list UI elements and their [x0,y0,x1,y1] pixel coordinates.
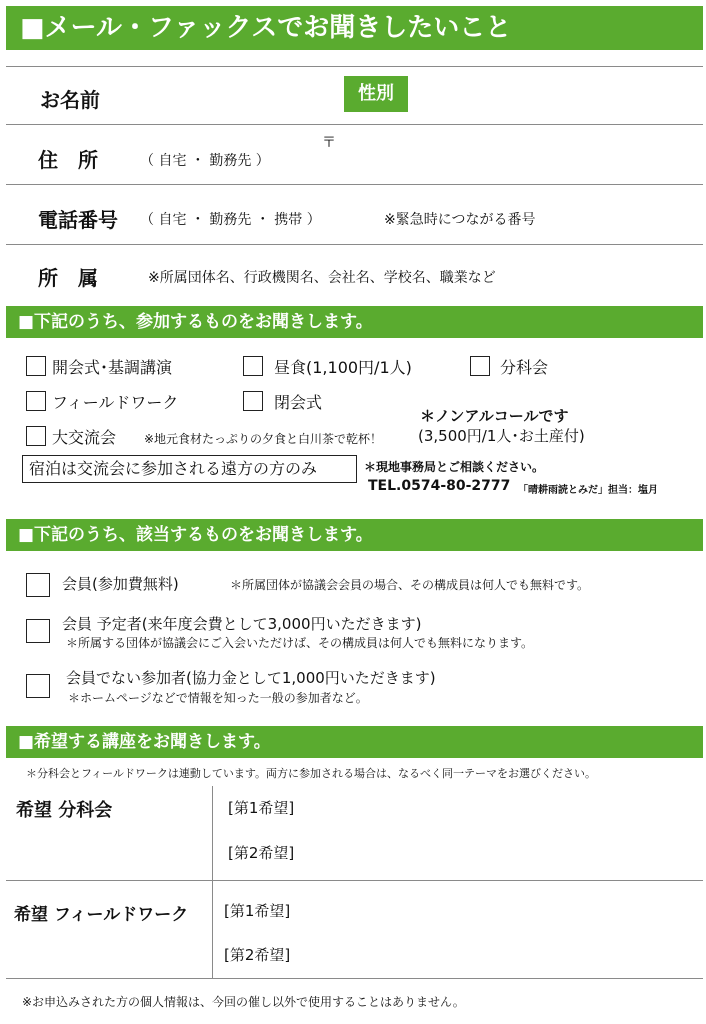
checkbox-member[interactable] [26,573,50,597]
fieldwork-second-choice[interactable]: [第2希望] [224,946,291,964]
divider-vertical [212,786,213,978]
postal-mark: 〒 [322,135,336,151]
affiliation-label: 所 属 [38,266,98,290]
privacy-note: ※お申込みされた方の個人情報は、今回の催し以外で使用することはありません。 [22,995,465,1009]
tel-number: TEL.0574-80-2777 [368,478,511,494]
form-title: ■メール・ファックスでお聞きしたいこと [6,6,703,50]
checkbox-lunch[interactable] [243,356,263,376]
address-hint: （ 自宅 ・ 勤務先 ） [140,153,270,169]
fieldwork-label: フィールドワーク [52,393,179,412]
checkbox-reception[interactable] [26,426,46,446]
divider [6,978,703,979]
checkbox-prospective[interactable] [26,619,50,643]
affiliation-hint: ※所属団体名、行政機関名、会社名、学校名、職業など [148,270,496,286]
member-note: ＊所属団体が協議会会員の場合、その構成員は何人でも無料です。 [230,578,590,592]
breakout-first-choice[interactable]: [第1希望] [228,799,295,817]
phone-label: 電話番号 [38,208,118,232]
course-note: ＊分科会とフィールドワークは連動しています。両方に参加される場合は、なるべく同一テーマをお選びください。 [26,767,597,780]
reception-label: 大交流会 [52,428,117,447]
fieldwork-choice-label: 希望 フィールドワーク [14,905,189,925]
checkbox-closing[interactable] [243,391,263,411]
divider [6,124,703,125]
prospective-label: 会員 予定者(来年度会費として3,000円いただきます) [62,615,422,633]
breakout-label: 分科会 [500,358,549,377]
checkbox-fieldwork[interactable] [26,391,46,411]
section-participation-title: ■下記のうち、参加するものをお聞きします。 [6,306,703,338]
closing-label: 閉会式 [274,393,323,412]
lodging-box: 宿泊は交流会に参加される遠方の方のみ [22,455,357,483]
gender-label: 性別 [344,76,408,112]
divider [6,244,703,245]
member-label: 会員(参加費無料) [62,575,179,593]
checkbox-nonmember[interactable] [26,674,50,698]
fieldwork-first-choice[interactable]: [第1希望] [224,902,291,920]
breakout-second-choice[interactable]: [第2希望] [228,844,295,862]
nonmember-label: 会員でない参加者(協力金として1,000円いただきます) [66,669,436,687]
tel-contact: 「晴耕雨読とみだ」担当：塩月 [518,485,658,496]
phone-hint: （ 自宅 ・ 勤務先 ・ 携帯 ） [140,212,321,228]
prospective-note: ＊所属する団体が協議会にご入会いただけば、その構成員は何人でも無料になります。 [66,636,534,650]
divider [6,66,703,67]
lodging-note: ＊現地事務局とご相談ください。 [364,460,545,474]
name-label: お名前 [40,88,100,112]
breakout-choice-label: 希望 分科会 [16,800,113,821]
nonalcohol-note: ＊ノンアルコールです [420,407,569,425]
phone-note: ※緊急時につながる番号 [384,212,536,228]
divider [6,880,703,881]
reception-price: (3,500円/1人･お土産付) [418,427,585,445]
reception-description: ※地元食材たっぷりの夕食と白川茶で乾杯！ [144,432,383,446]
checkbox-breakout[interactable] [470,356,490,376]
checkbox-opening[interactable] [26,356,46,376]
opening-label: 開会式･基調講演 [52,358,173,377]
divider [6,184,703,185]
lunch-label: 昼食(1,100円/1人) [274,358,412,377]
section-course-title: ■希望する講座をお聞きします。 [6,726,703,758]
address-label: 住 所 [38,148,98,172]
nonmember-note: ＊ホームページなどで情報を知った一般の参加者など。 [68,691,368,705]
section-membership-title: ■下記のうち、該当するものをお聞きします。 [6,519,703,551]
